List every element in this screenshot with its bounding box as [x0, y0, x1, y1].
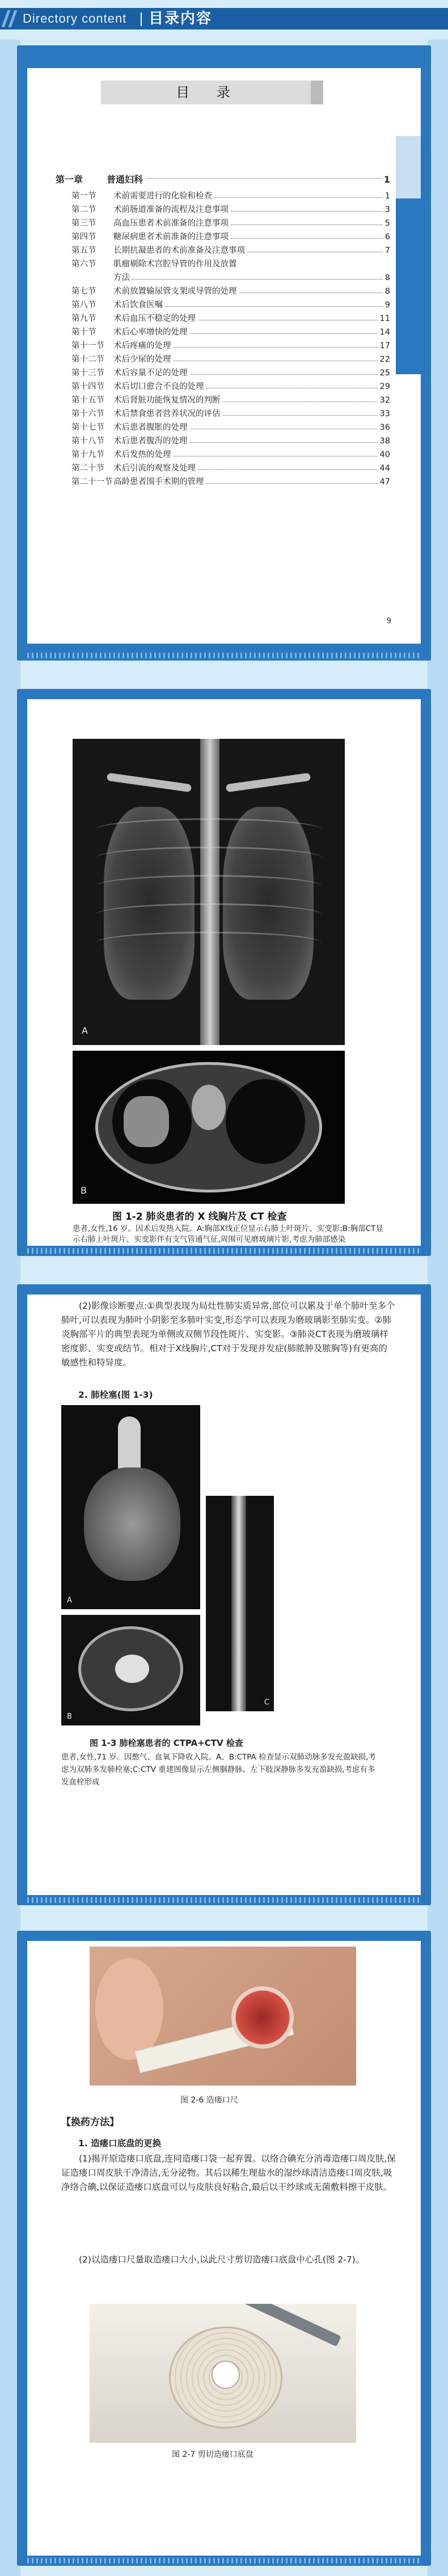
- toc-page-number: 33: [379, 409, 390, 418]
- toc-section-number: 第二十一节: [71, 477, 113, 487]
- toc-chapter-title: 普通妇科: [107, 174, 143, 185]
- toc-section-number: 第三节: [71, 219, 96, 228]
- toc-entry[interactable]: [56, 475, 390, 489]
- toc-entry[interactable]: [56, 353, 390, 366]
- toc-page-number: 7: [384, 246, 390, 255]
- toc-section-number: 第二节: [71, 205, 96, 214]
- toc-leader: [190, 374, 378, 375]
- toc-title-tab: [311, 81, 323, 104]
- toc-section-number: 第十五节: [71, 396, 104, 405]
- toc-section-title: 术后发热的处理: [113, 450, 171, 459]
- toc-section-title: 高血压患者术前准备的注意事项: [113, 219, 229, 228]
- figure-1-2-card: [17, 689, 431, 1256]
- image-label-c: C: [264, 1698, 269, 1707]
- toc-section-title: 术后引流的观察及处理: [113, 464, 196, 473]
- toc-title: 目 录: [101, 81, 316, 104]
- toc-section-title: 肌瘤剔除术宫腔导管的作用及放置: [113, 260, 237, 269]
- figure-caption-body: 患者,女性,71 岁。因憋气、血氧下降收入院。A、B:CTPA 检查显示双肺动脉多发充盈缺损,考虑为双肺多发肺栓塞;C:CTV 重建图像显示左侧腘静脉、左下肢深静脉多发充盈缺损,考虑有多发血栓形成: [61, 1753, 376, 1787]
- toc-section-title: 术前肠道准备的流程及注意事项: [113, 205, 229, 214]
- toc-section-number: 第九节: [71, 314, 96, 323]
- toc-page-number: 38: [379, 437, 390, 446]
- subhead-pulmonary-embolism: 2. 肺栓塞(图 1-3): [78, 1390, 153, 1400]
- toc-section-number: 第十三节: [71, 369, 104, 378]
- toc-section-title: 术前需要进行的化验和检查: [113, 192, 212, 201]
- step-paragraph-1: (1)揭开原造瘘口底盘,连同造瘘口袋一起弃置。以络合碘充分消毒造瘘口周皮肤,保证造瘘口周皮肤干净清洁,无分泌物。其后以稀生理盐水的湿纱球清洁造瘘口周皮肤,吸净络合碘,以保证造瘘口底盘可以与皮肤良好粘合,最后以干纱球或无菌敷料擦干皮肤。: [61, 2154, 396, 2192]
- toc-leader: [132, 279, 383, 280]
- toc-entry[interactable]: [56, 244, 390, 257]
- ctpa-coronal-image: [61, 1405, 200, 1609]
- toc-leader: [174, 347, 378, 348]
- toc-section-number: 第四节: [71, 232, 96, 242]
- toc-entry[interactable]: [56, 366, 390, 380]
- figure-caption-body: 患者,女性,16 岁。因术后发热入院。A:胸部X线正位显示右肺上叶斑片、实变影;B:胸部CT显示右肺上叶斑片、实变影伴有支气管通气征,周围可见磨玻璃片影,考虑为肺部感染: [73, 1224, 383, 1244]
- toc-entry[interactable]: [56, 271, 390, 285]
- toc-section-number: 第十九节: [71, 450, 104, 459]
- image-label-a: A: [82, 1025, 88, 1036]
- toc-section-number: 第八节: [71, 301, 96, 310]
- toc-section-number: 第五节: [71, 246, 96, 255]
- imaging-points-paragraph: (2)影像诊断要点:①典型表现为局灶性肺实质异常,部位可以累及于单个肺叶至多个肺叶,可以表现为肺叶小阴影至多肺叶实变,形态学可以表现为磨玻璃影至肺实变。②肺炎胸部平片的典型表现为单侧或双侧节段性斑片、实变影。③肺炎CT表现为磨玻璃样密度影、实变或结节。相对于X线胸片,CT对于发现并发症(肺脓肿及脓胸等)有更高的敏感性和特异度。: [61, 1301, 395, 1368]
- toc-leader: [165, 306, 383, 307]
- toc-section-title: 术后血压不稳定的处理: [113, 314, 196, 323]
- figure-2-6-caption: 图 2-6 造瘘口尺: [180, 2096, 238, 2105]
- image-label-b: B: [67, 1712, 72, 1721]
- toc-section-title: 方法: [113, 273, 130, 282]
- toc-leader: [223, 401, 378, 402]
- image-label-b: B: [81, 1185, 87, 1196]
- toc-leader: [145, 178, 382, 179]
- toc-page: [27, 68, 421, 644]
- card-dots: [27, 653, 421, 658]
- toc-leader: [223, 415, 378, 416]
- section-heading: 【换药方法】: [61, 2117, 119, 2128]
- toc-page-number: 6: [384, 232, 390, 242]
- stoma-ruler-photo: [90, 1947, 356, 2086]
- header-title: 目录内容: [149, 10, 213, 27]
- toc-card: [17, 45, 431, 661]
- toc-entry[interactable]: [56, 462, 390, 475]
- toc-section-title: 术后心率增快的处理: [113, 328, 188, 337]
- toc-chapter-page: 1: [383, 174, 390, 185]
- toc-section-number: 第十八节: [71, 437, 104, 446]
- toc-leader: [231, 211, 383, 212]
- header-english-label: Directory content: [23, 11, 127, 26]
- figure-1-3-card: [17, 1284, 431, 1905]
- toc-chapter-number: 第一章: [56, 174, 83, 185]
- step-paragraph-2: (2)以造瘘口尺量取造瘘口大小,以此尺寸剪切造瘘口底盘中心孔(图 2-7)。: [79, 2254, 365, 2265]
- toc-page-number: 5: [384, 219, 390, 228]
- stoma-card: [17, 1931, 431, 2566]
- toc-section-title: 术后禁食患者营养状况的评估: [113, 409, 221, 418]
- figure-1-2-page: [27, 699, 421, 1246]
- toc-section-title: 高龄患者围手术期的管理: [113, 477, 204, 487]
- toc-section-title: 术后患者腹胀的处理: [113, 423, 188, 432]
- toc-section-number: 第六节: [71, 260, 96, 269]
- toc-page-number: 32: [379, 396, 390, 405]
- card-dots: [27, 1248, 421, 1254]
- toc-entry[interactable]: [56, 421, 390, 434]
- toc-page-number: 36: [379, 423, 390, 432]
- toc-section-number: 第二十节: [71, 464, 104, 473]
- toc-entry[interactable]: [56, 407, 390, 421]
- toc-page-number: 14: [379, 328, 390, 337]
- toc-entry[interactable]: [56, 325, 390, 339]
- page-header: [0, 0, 448, 36]
- toc-section-number: 第十六节: [71, 409, 104, 418]
- toc-entry[interactable]: [56, 230, 390, 244]
- header-separator: [141, 12, 142, 26]
- card-dots: [27, 2558, 421, 2564]
- stoma-page: [27, 1941, 421, 2556]
- toc-page-number: 1: [384, 192, 390, 201]
- toc-page-number: 8: [384, 287, 390, 296]
- figure-caption-title: 图 1-2 肺炎患者的 X 线胸片及 CT 检查: [112, 1211, 287, 1223]
- toc-entry[interactable]: [56, 434, 390, 448]
- toc-leader: [190, 442, 378, 443]
- toc-section-title: 术后疼痛的处理: [113, 341, 171, 350]
- toc-entry[interactable]: [56, 339, 390, 353]
- figure-caption-title: 图 1-3 肺栓塞患者的 CTPA+CTV 检查: [90, 1738, 243, 1748]
- toc-entry[interactable]: [56, 203, 390, 217]
- toc-chapter[interactable]: [56, 170, 390, 189]
- page-number: 9: [386, 617, 391, 625]
- toc-section-number: 第七节: [71, 287, 96, 296]
- toc-section-title: 长期抗凝患者的术前准备及注意事项: [113, 246, 245, 255]
- ctpa-axial-image: [61, 1615, 200, 1725]
- toc-page-number: 22: [379, 355, 390, 364]
- cutting-base-plate-photo: [90, 2304, 356, 2443]
- toc-section-number: 第十一节: [71, 341, 104, 350]
- toc-entry[interactable]: [56, 285, 390, 298]
- toc-page-number: 11: [379, 314, 390, 323]
- toc-section-title: 术后容量不足的处理: [113, 369, 188, 378]
- toc-section-title: 糖尿病患者术前准备的注意事项: [113, 232, 229, 242]
- toc-page-number: 17: [379, 341, 390, 350]
- toc-leader: [214, 197, 383, 198]
- toc-section-title: 术后患者腹泻的处理: [113, 437, 188, 446]
- toc-page-number: 40: [379, 450, 390, 459]
- toc-section-title: 术后切口愈合不良的处理: [113, 382, 204, 391]
- toc-side-tab: [396, 136, 421, 374]
- toc-entry[interactable]: [56, 217, 390, 230]
- toc-leader: [198, 469, 378, 470]
- toc-section-title: 术后少尿的处理: [113, 355, 171, 364]
- toc-leader: [190, 333, 378, 334]
- figure-1-3-page: [27, 1295, 421, 1895]
- toc-page-number: 25: [379, 369, 390, 378]
- toc-section-number: 第十节: [71, 328, 96, 337]
- toc-entry[interactable]: [56, 448, 390, 462]
- chest-xray-image: [73, 739, 345, 1045]
- toc-section-number: 第十四节: [71, 382, 104, 391]
- toc-page-number: 47: [379, 477, 390, 487]
- toc-section-title: 术后饮食医嘱: [113, 301, 163, 310]
- toc-entry[interactable]: [56, 257, 390, 271]
- chest-ct-image: [73, 1051, 345, 1204]
- toc-section-number: 第一节: [71, 192, 96, 201]
- toc-entry[interactable]: [56, 380, 390, 394]
- toc-entry[interactable]: [56, 189, 390, 203]
- toc-list: [56, 170, 390, 489]
- toc-entry[interactable]: [56, 394, 390, 407]
- toc-leader: [206, 483, 378, 484]
- toc-leader: [231, 238, 383, 239]
- toc-page-number: 9: [384, 301, 390, 310]
- image-label-a: A: [67, 1596, 72, 1605]
- card-dots: [27, 1897, 421, 1903]
- toc-section-title: 术后肾脏功能恢复情况的判断: [113, 396, 221, 405]
- toc-section-number: 第十二节: [71, 355, 104, 364]
- toc-section-title: 术前放置输尿管支架或导管的处理: [113, 287, 237, 296]
- toc-page-number: 44: [379, 464, 390, 473]
- toc-page-number: 8: [384, 273, 390, 282]
- toc-entry[interactable]: [56, 312, 390, 325]
- step-heading: 1. 造瘘口底盘的更换: [78, 2138, 162, 2148]
- ctv-leg-image: [206, 1496, 274, 1711]
- toc-entry[interactable]: [56, 298, 390, 312]
- toc-page-number: 29: [379, 382, 390, 391]
- toc-section-number: 第十七节: [71, 423, 104, 432]
- figure-2-7-caption: 图 2-7 剪切造瘘口底盘: [172, 2450, 253, 2459]
- toc-page-number: 3: [384, 205, 390, 214]
